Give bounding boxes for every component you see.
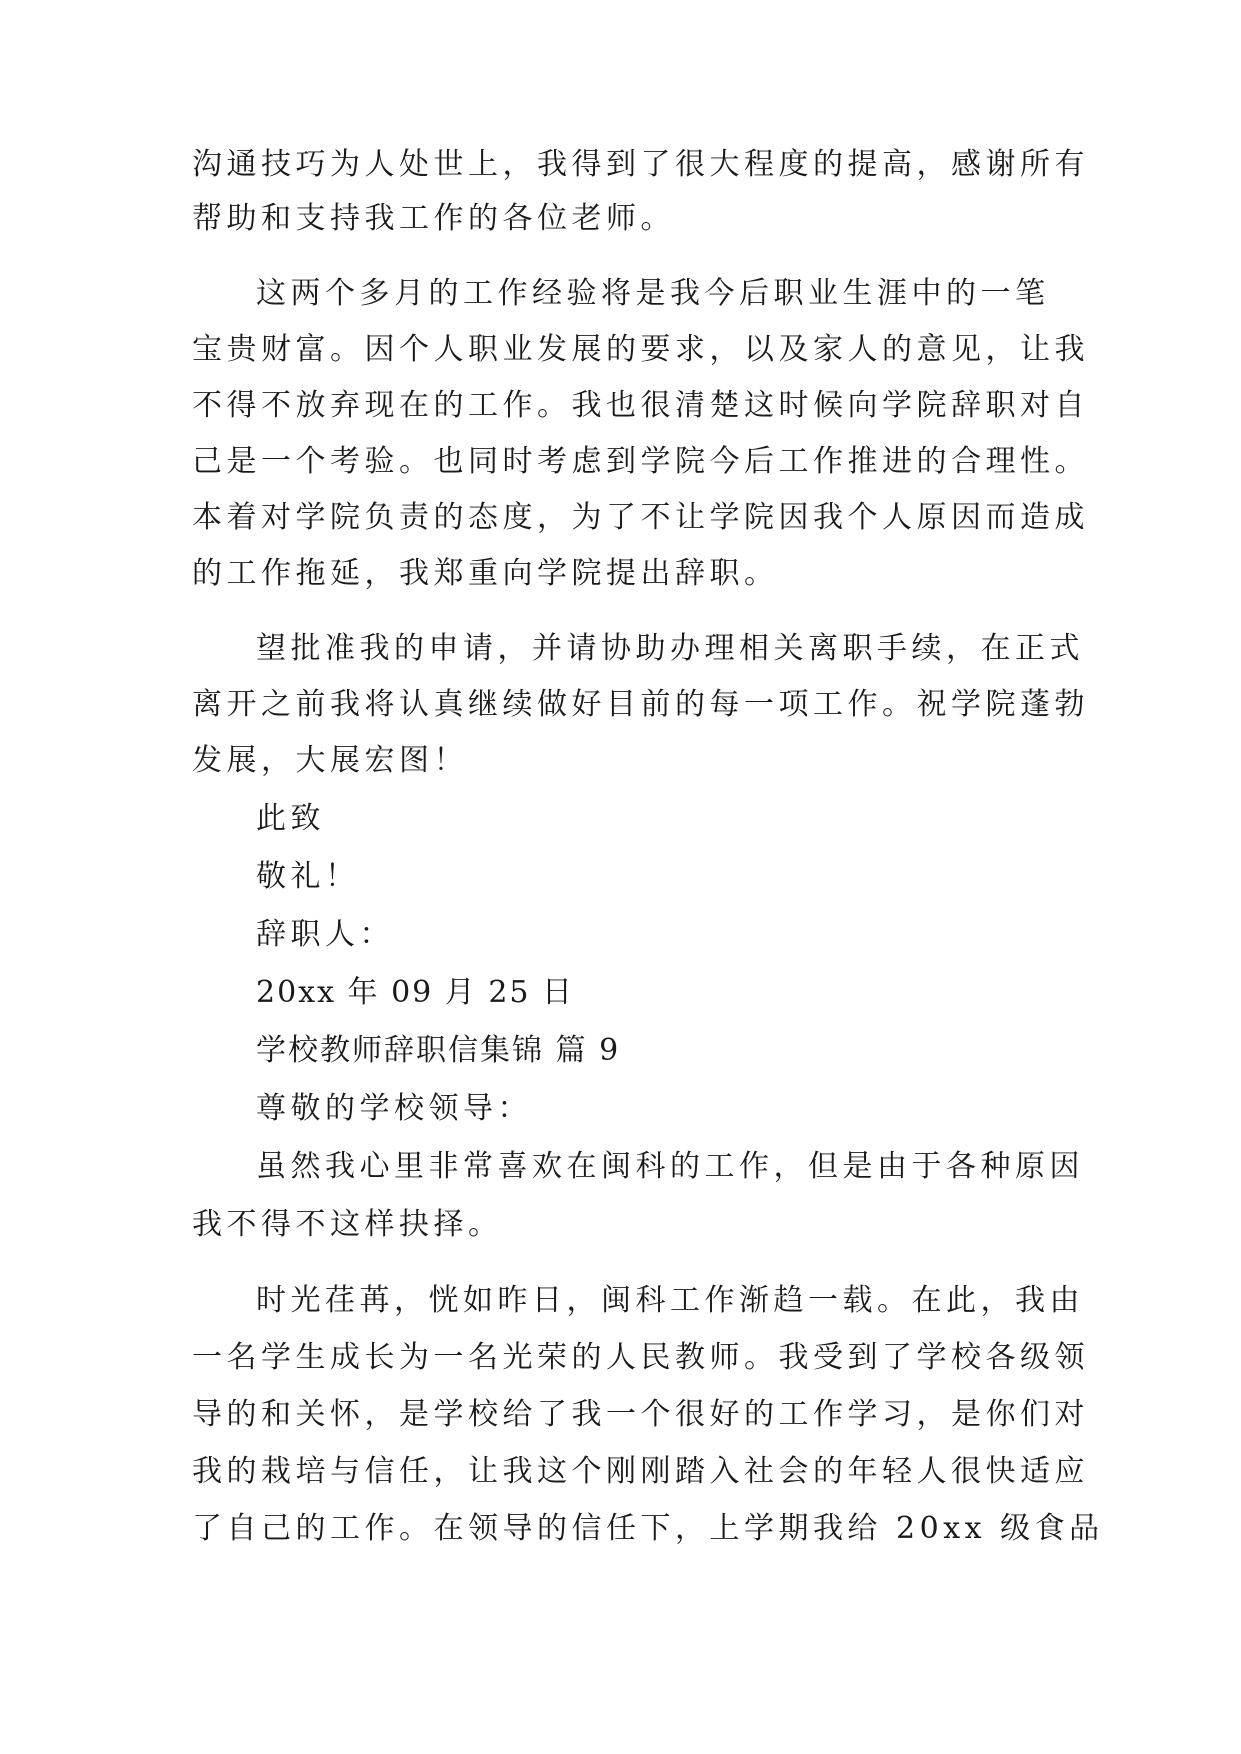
paragraph-first-line: 这两个多月的工作经验将是我今后职业生涯中的一笔 [256,276,1050,311]
text-line: 本着对学院负责的态度，为了不让学院因我个人原因而造成 [192,500,1089,535]
closing-salutation: 此致 [256,801,325,836]
paragraph-first-line: 时光荏苒，恍如昨日，闽科工作渐趋一载。在此，我由 [256,1283,1084,1318]
text-line: 帮助和支持我工作的各位老师。 [192,201,675,236]
text-line: 一名学生成长为一名光荣的人民教师。我受到了学校各级领 [192,1340,1089,1375]
text-line: 导的和关怀，是学校给了我一个很好的工作学习，是你们对 [192,1397,1089,1432]
text-line: 我的栽培与信任，让我这个刚刚踏入社会的年轻人很快适应 [192,1454,1089,1489]
text-line: 不得不放弃现在的工作。我也很清楚这时候向学院辞职对自 [192,388,1089,423]
text-line: 的工作拖延，我郑重向学院提出辞职。 [192,556,779,591]
paragraph-first-line: 望批准我的申请，并请协助办理相关离职手续，在正式 [256,631,1084,666]
text-line: 我不得不这样抉择。 [192,1207,503,1242]
text-line: 己是一个考验。也同时考虑到学院今后工作推进的合理性。 [192,444,1089,479]
text-line: 宝贵财富。因个人职业发展的要求，以及家人的意见，让我 [192,332,1089,367]
text-line: 沟通技巧为人处世上，我得到了很大程度的提高，感谢所有 [192,147,1089,182]
signature-date: 20xx 年 09 月 25 日 [256,975,575,1010]
text-line: 发展，大展宏图！ [192,743,468,778]
paragraph-first-line: 虽然我心里非常喜欢在闽科的工作，但是由于各种原因 [256,1149,1084,1184]
greeting: 尊敬的学校领导： [256,1091,532,1126]
signer-label: 辞职人： [256,917,394,952]
text-line: 离开之前我将认真继续做好目前的每一项工作。祝学院蓬勃 [192,687,1089,722]
text-line: 了自己的工作。在领导的信任下，上学期我给 20xx 级食品 [192,1511,1104,1546]
section-title: 学校教师辞职信集锦 篇 9 [256,1033,621,1068]
closing-regards: 敬礼！ [256,859,360,894]
